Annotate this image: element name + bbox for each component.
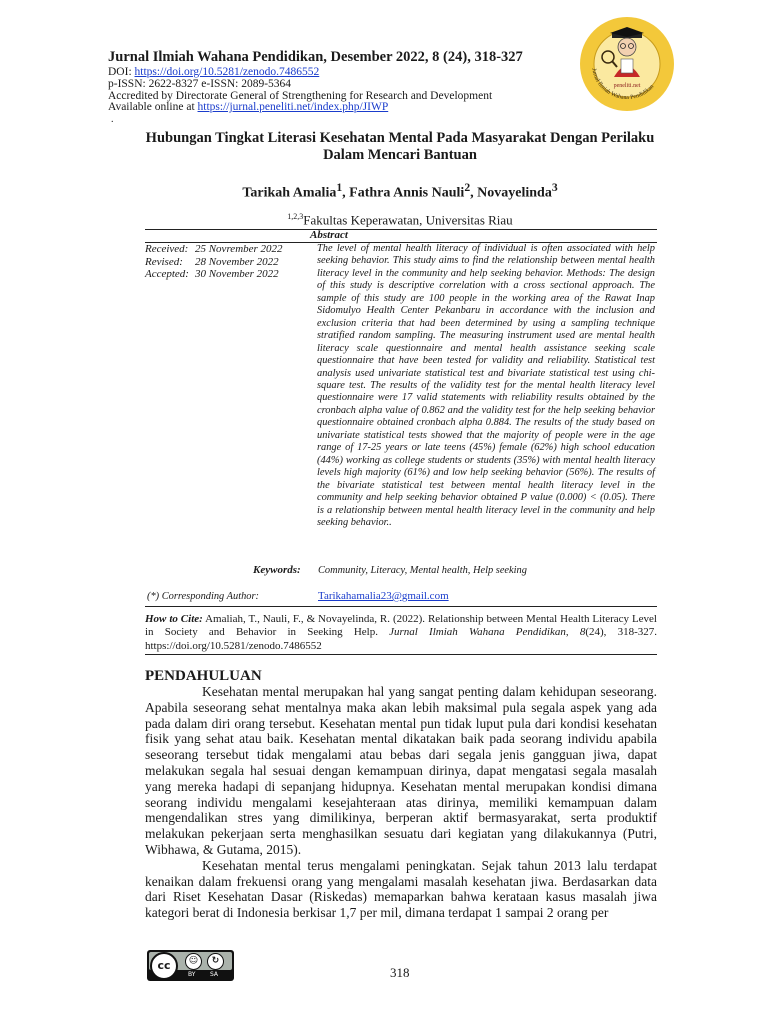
cc-by-sa-badge[interactable] bbox=[147, 950, 234, 981]
cite-text-a: Amaliah, T., Nauli, F., & Novayelinda, R. (2022). Relationship between Mental Health Literacy Level in Society and Behavior in Seeking Help. bbox=[145, 613, 657, 639]
cite-volume: 8 bbox=[579, 626, 586, 639]
how-to-cite bbox=[145, 613, 657, 653]
creative-commons-icon: cc bbox=[150, 952, 178, 980]
date-value: 25 Novrember 2022 bbox=[194, 243, 283, 255]
article-dates bbox=[145, 243, 289, 281]
corresponding-author-label: (*) Corresponding Author: bbox=[147, 591, 259, 602]
author-sup: 3 bbox=[551, 181, 558, 194]
body-text bbox=[145, 684, 657, 921]
cite-sep: , bbox=[565, 626, 580, 639]
corresponding-email-link[interactable]: Tarikahamalia23@gmail.com bbox=[318, 590, 449, 602]
cite-label: How to Cite: bbox=[145, 613, 203, 625]
cite-text-b: (24), 318-327. https://doi.org/10.5281/zenodo.7486552 bbox=[145, 626, 657, 652]
available-label: Available online at bbox=[108, 101, 198, 113]
journal-url-link[interactable]: https://jurnal.peneliti.net/index.php/JIWP bbox=[197, 101, 389, 113]
date-row bbox=[145, 268, 289, 281]
journal-logo bbox=[580, 17, 674, 111]
author-sup: 2 bbox=[464, 181, 471, 194]
date-value: 30 November 2022 bbox=[194, 268, 279, 280]
share-alike-icon: ↻ bbox=[207, 953, 224, 970]
body-paragraph: Kesehatan mental terus mengalami peningkatan. Sejak tahun 2013 lalu terdapat kenaikan dalam frekuensi orang yang mengalami masalah kesehatan jiwa. Berdasarkan data dari Riset Kesehatan Dasar (Riskedas) memaparkan bahwa kerataan kasus masalah jiwa kategori berat di Indonesia berkisar 1,7 per mil, dimana terdapat 1 sampai 2 orang per bbox=[145, 857, 657, 921]
page-number: 318 bbox=[390, 965, 410, 980]
author-name: Tarikah Amalia bbox=[242, 185, 337, 201]
author-list bbox=[130, 181, 670, 202]
author-sup: 1 bbox=[336, 181, 343, 194]
date-label: Revised: bbox=[145, 255, 183, 268]
keywords-label: Keywords: bbox=[253, 564, 301, 576]
doi-label: DOI: bbox=[108, 66, 135, 78]
date-value: 28 November 2022 bbox=[194, 255, 279, 268]
available-online bbox=[108, 101, 651, 113]
accreditation: Accredited by Directorate General of Strengthening for Research and Development bbox=[108, 90, 493, 102]
date-label: Received: bbox=[145, 243, 189, 255]
affiliation-sup: 1,2,3 bbox=[287, 212, 304, 221]
author-name: Fathra Annis Nauli bbox=[349, 185, 465, 201]
journal-title: Jurnal Ilmiah Wahana Pendidikan, Desember 2022, 8 (24), 318-327 bbox=[108, 49, 523, 65]
sa-label: SA bbox=[210, 971, 219, 978]
affiliation bbox=[130, 212, 670, 228]
logo-ring-text: Jurnal Ilmiah Wahana Pendidikan bbox=[590, 67, 656, 102]
issn: p-ISSN: 2622-8327 e-ISSN: 2089-5364 bbox=[108, 78, 292, 90]
author-name: Novayelinda bbox=[477, 185, 552, 201]
citation-bottom-rule bbox=[145, 654, 657, 655]
paper-title: Hubungan Tingkat Literasi Kesehatan Mental Pada Masyarakat Dengan Perilaku Dalam Mencari Bantuan bbox=[145, 130, 655, 163]
citation-top-rule bbox=[145, 606, 657, 607]
author-separator: , bbox=[470, 185, 478, 201]
doi-line bbox=[108, 66, 319, 78]
affiliation-text: Fakultas Keperawatan, Universitas Riau bbox=[303, 212, 513, 228]
journal-logo-graphic bbox=[580, 17, 674, 111]
doi-link[interactable]: https://doi.org/10.5281/zenodo.7486552 bbox=[134, 66, 320, 78]
date-row bbox=[145, 243, 289, 256]
header-dot: . bbox=[111, 114, 114, 125]
by-label: BY bbox=[188, 971, 196, 978]
abstract-text: The level of mental health literacy of individual is often associated with help seeking behavior. This study aims to find the relationship between mental health literacy level in the community and help seeking behavior. Methods: The design of this study is descriptive correlation with a cross sectional approach. The sample of this study are 100 people in the working area of the Rawat Inap Sidomulyo Health Center Pekanbaru in accordance with the inclusion and exclusion criteria that had been determined by using a sampling technique stratified random sampling. The measuring instrument used are mental health literacy scale questionnaire and mental health assistance seeking scale questionnaire that have been tested for validity and reliability. Statistical test analysis used univariate statistical test and bivariate statistical test using chi-square test. The results of the validity test for the mental health literacy level questionnaire were 17 valid statements with reliability results obtained by the cronbach alpha value of 0.862 and the validity test for the help seeking behavior questionnaire obtained cronbach alpha 0.884. The results of the study based on univariate statistical tests showed that the majority of people were in the age range of 17-25 years or late teens (45%) female (62%) high school education (44%) working as college students or students (35%) with mental health literacy levels high majority (61%) and low help seeking behavior (56%). The results of the bivariate statistical test between mental health literacy level in the community and help seeking behavior obtained P value (0.000) < (0.05). There is a relationship between mental health literacy level in the community and help seeking behavior.. bbox=[317, 243, 655, 528]
date-row bbox=[145, 256, 289, 269]
keywords: Community, Literacy, Mental health, Help seeking bbox=[318, 565, 527, 576]
abstract-top-rule bbox=[145, 229, 657, 230]
date-label: Accepted: bbox=[145, 268, 189, 280]
author-separator: , bbox=[342, 185, 350, 201]
body-paragraph: Kesehatan mental merupakan hal yang sangat penting dalam kehidupan seseorang. Apabila seseorang sehat mentalnya maka akan lebih maksimal pula segala aspek yang ada pada dalam diri orang tersebut. Kesehatan mental pun tidak luput pula dari kondisi kesehatan fisik yang sehat atau baik. Kesehatan mental dikatakan baik pada seorang individu apabila seseorang tersebut tidak mengalami atau bebas dari segala jenis gangguan jiwa, dapat melakukan segala hal sesuai dengan kemampuan dirinya, dapat mengatasi segala masalah yang mereka hadapi di sepanjang hidupnya. Kesehatan mental merupakan kondisi dimana seorang individu mengalami kesejahteraan atas dirinya, memiliki kemampuan dalam mengendalikan stres yang dimilikinya, berperan aktif bermasyarakat, serta produktif melakukan pekerjaan serta menghasilkan sesuatu dari kegiatan yang dilakukannya (Putri, Wibhawa, & Gutama, 2015). bbox=[145, 684, 657, 857]
attribution-icon: ☺ bbox=[185, 953, 202, 970]
section-heading: PENDAHULUAN bbox=[145, 668, 262, 684]
abstract-heading: Abstract bbox=[310, 229, 348, 241]
logo-inner-text: peneliti.net bbox=[613, 83, 641, 89]
cite-journal: Jurnal Ilmiah Wahana Pendidikan bbox=[389, 626, 566, 639]
